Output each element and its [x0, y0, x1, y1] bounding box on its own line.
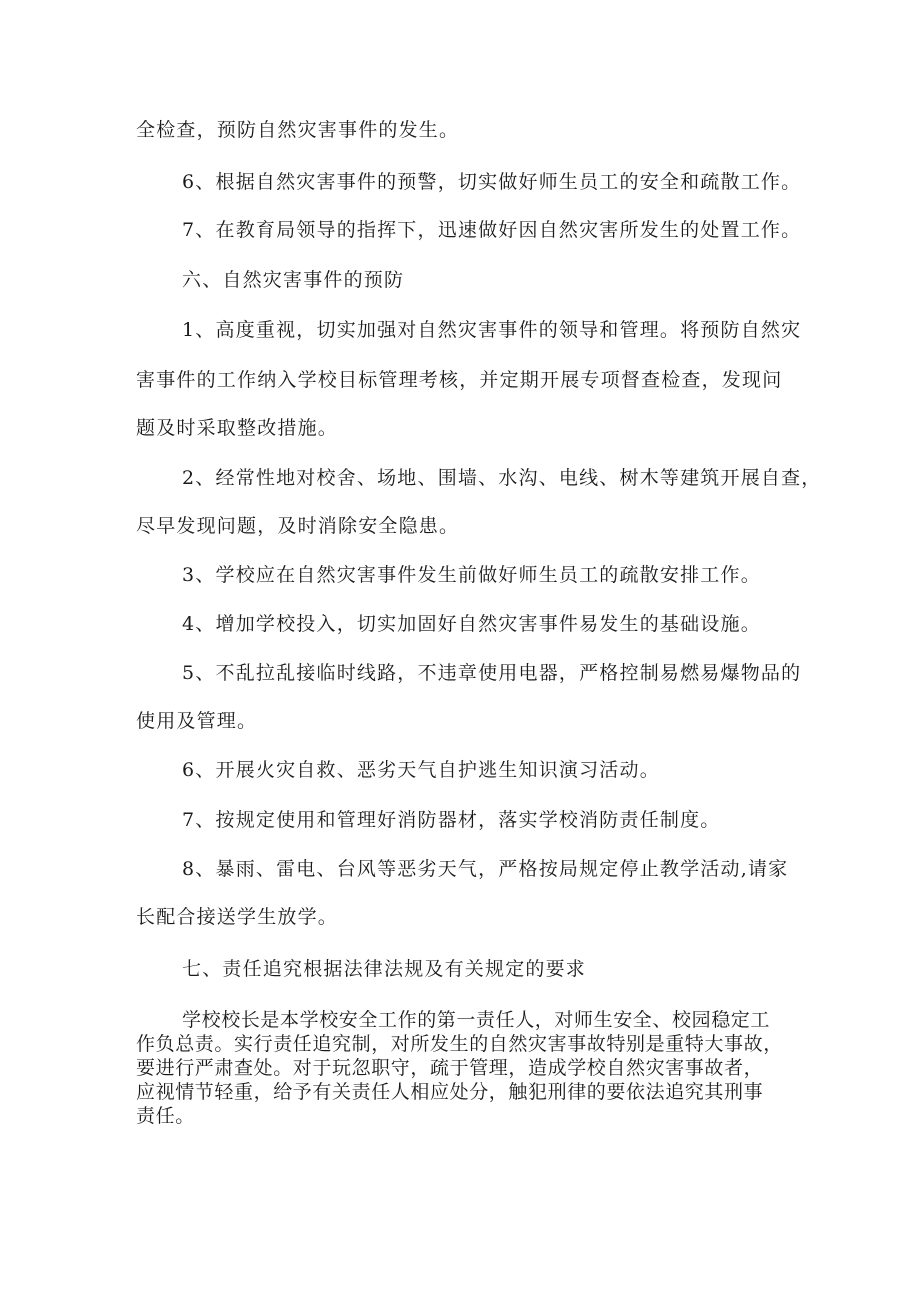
text-line: 题及时采取整改措施。: [136, 417, 339, 439]
paragraph-line: 作负总责。实行责任追究制，对所发生的自然灾害事故特别是重特大事故，: [136, 1033, 783, 1055]
paragraph-line: 学校校长是本学校安全工作的第一责任人，对师生安全、校园稳定工: [182, 1009, 771, 1031]
text-line: 害事件的工作纳入学校目标管理考核，并定期开展专项督查检查，发现问: [136, 369, 783, 391]
text-line: 6、开展火灾自救、恶劣天气自护逃生知识演习活动。: [182, 759, 660, 781]
text-line: 全检查，预防自然灾害事件的发生。: [136, 119, 460, 141]
text-line: 4、增加学校投入，切实加固好自然灾害事件易发生的基础设施。: [182, 613, 761, 635]
text-line: 8、暴雨、雷电、台风等恶劣天气，严格按局规定停止教学活动,请家: [182, 858, 789, 880]
section-heading: 六、自然灾害事件的预防: [182, 269, 405, 291]
paragraph-line: 应视情节轻重，给予有关责任人相应处分，触犯刑律的要依法追究其刑事: [136, 1081, 764, 1103]
paragraph-line: 要进行严肃查处。对于玩忽职守，疏于管理，造成学校自然灾害事故者，: [136, 1057, 764, 1079]
text-line: 5、不乱拉乱接临时线路，不违章使用电器，严格控制易燃易爆物品的: [182, 662, 802, 684]
text-line: 2、经常性地对校舍、场地、围墙、水沟、电线、树木等建筑开展自查，: [182, 467, 822, 489]
text-line: 尽早发现问题，及时消除安全隐患。: [136, 515, 460, 537]
paragraph-line: 责任。: [136, 1105, 195, 1127]
section-heading: 七、责任追究根据法律法规及有关规定的要求: [182, 958, 587, 980]
text-line: 长配合接送学生放学。: [136, 906, 339, 928]
text-line: 1、高度重视，切实加强对自然灾害事件的领导和管理。将预防自然灾: [182, 319, 802, 341]
final-paragraph: [136, 1008, 786, 1128]
text-line: 3、学校应在自然灾害事件发生前做好师生员工的疏散安排工作。: [182, 564, 761, 586]
text-line: 7、在教育局领导的指挥下，迅速做好因自然灾害所发生的处置工作。: [182, 219, 802, 241]
text-line: 7、按规定使用和管理好消防器材，落实学校消防责任制度。: [182, 809, 721, 831]
text-line: 使用及管理。: [136, 710, 258, 732]
text-line: 6、根据自然灾害事件的预警，切实做好师生员工的安全和疏散工作。: [182, 171, 802, 193]
